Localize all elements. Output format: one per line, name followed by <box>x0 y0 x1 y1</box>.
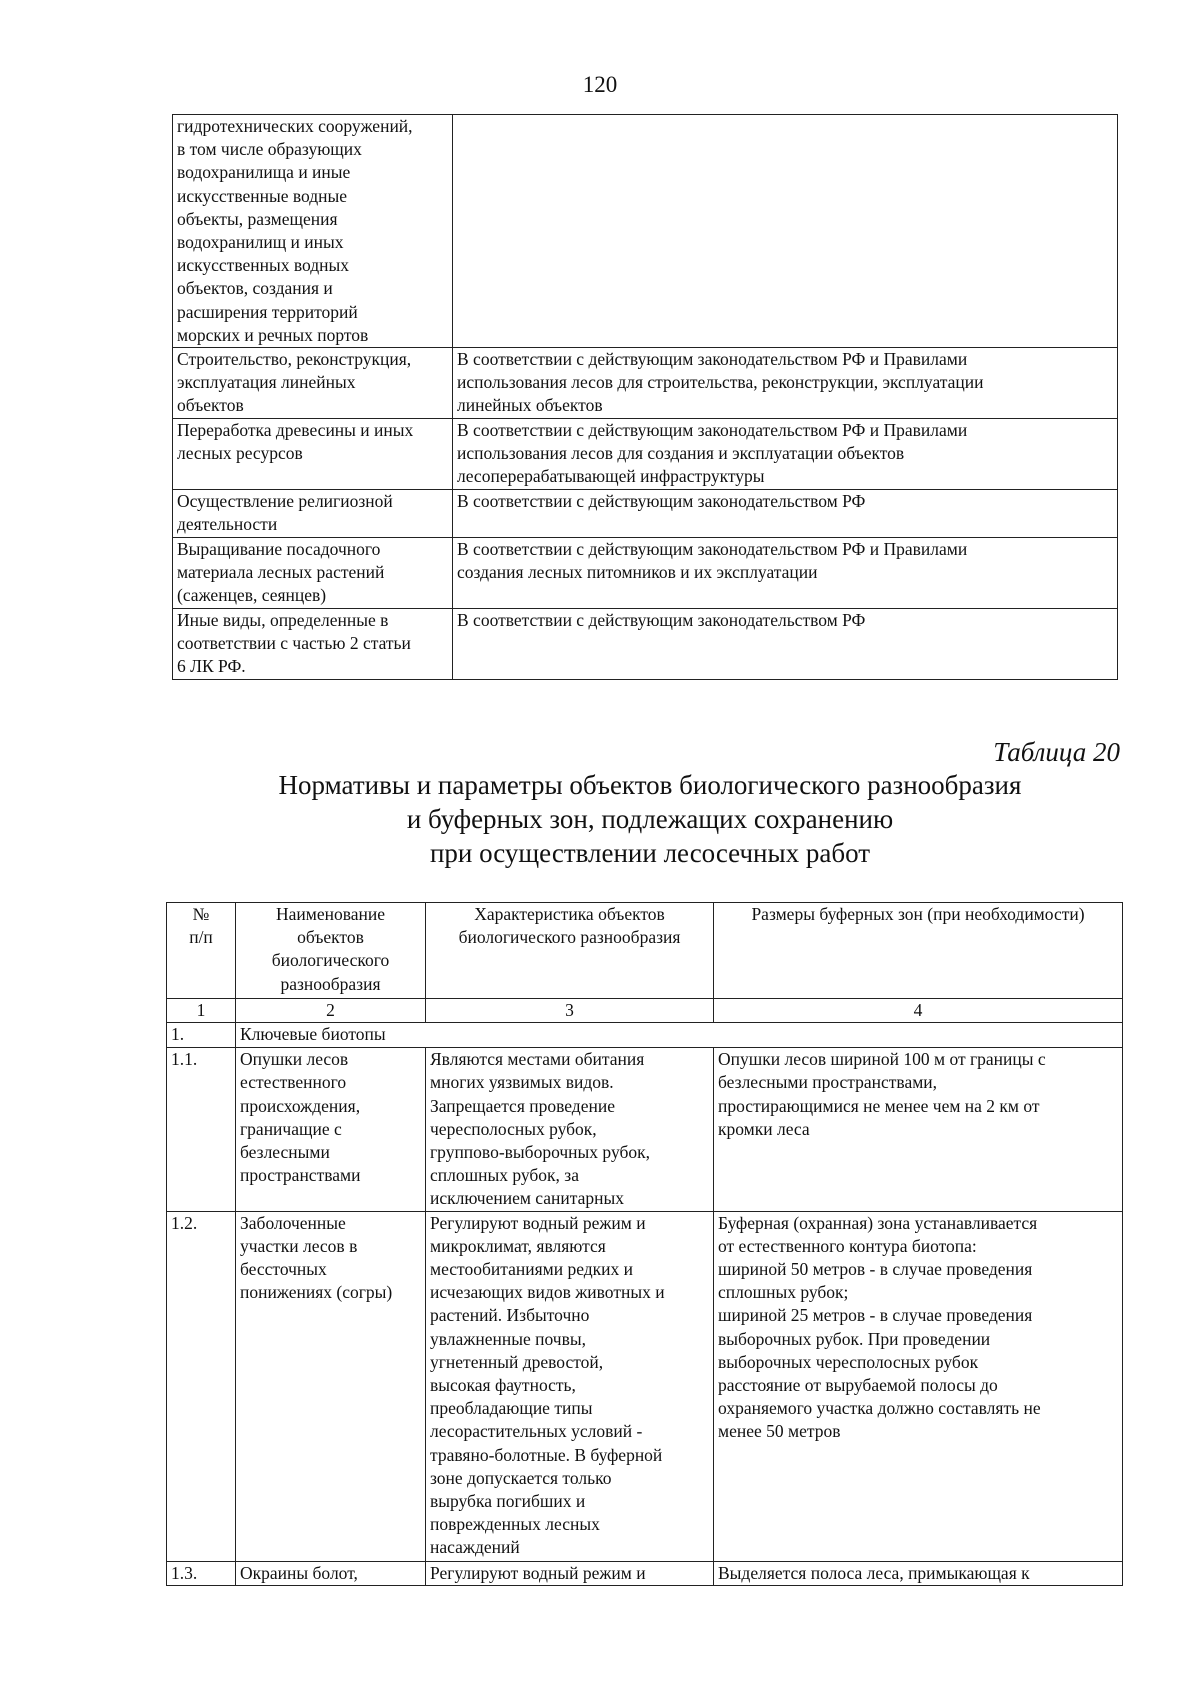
regulation-cell: В соответствии с действующим законодательством РФ и Правилами использования лесов для создания и эксплуатации объектов лесоперерабатывающей инфраструктуры <box>453 419 1118 490</box>
buffer-zone-cell: Выделяется полоса леса, примыкающая к <box>714 1561 1123 1585</box>
characteristic-cell: Регулируют водный режим и микроклимат, являются местообитаниями редких и исчезающих видов животных и растений. Избыточно увлажненные почвы, угнетенный древостой, высокая фаутность, преобладающие типы лесорастительных условий - травяно-болотные. В буферной зоне допускается только вырубка погибших и поврежденных лесных насаждений <box>426 1211 714 1561</box>
header-cell-characteristic: Характеристика объектов биологического разнообразия <box>426 903 714 999</box>
object-name-cell: Окраины болот, <box>236 1561 426 1585</box>
characteristic-cell: Являются местами обитания многих уязвимых видов. Запрещается проведение чересполосных рубок, группово-выборочных рубок, сплошных рубок, за исключением санитарных <box>426 1048 714 1211</box>
activity-cell: гидротехнических сооружений, в том числе образующих водохранилища и иные искусственные водные объекты, размещения водохранилищ и иных искусственных водных объектов, создания и расширения территорий морских и речных портов <box>173 115 453 348</box>
object-name-cell: Заболоченные участки лесов в бессточных понижениях (согры) <box>236 1211 426 1561</box>
column-number: 1 <box>167 999 236 1023</box>
table-title <box>0 768 1200 870</box>
buffer-zone-cell: Опушки лесов шириной 100 м от границы с безлесными пространствами, простирающимися не менее чем на 2 км от кромки леса <box>714 1048 1123 1211</box>
table-row <box>167 1211 1123 1561</box>
header-cell-name: Наименование объектов биологического разнообразия <box>236 903 426 999</box>
characteristic-cell: Регулируют водный режим и <box>426 1561 714 1585</box>
table-row <box>167 1048 1123 1211</box>
regulation-cell: В соответствии с действующим законодательством РФ <box>453 609 1118 680</box>
page-number: 120 <box>582 72 618 97</box>
row-number: 1.3. <box>167 1561 236 1585</box>
table-label: Таблица 20 <box>993 737 1120 767</box>
table-row <box>173 348 1118 419</box>
header-row <box>167 903 1123 999</box>
column-number: 2 <box>236 999 426 1023</box>
table-row <box>173 538 1118 609</box>
activity-cell: Выращивание посадочного материала лесных растений (саженцев, сеянцев) <box>173 538 453 609</box>
header-cell-number: № п/п <box>167 903 236 999</box>
regulation-cell: В соответствии с действующим законодательством РФ <box>453 490 1118 538</box>
table-title-line: и буферных зон, подлежащих сохранению <box>406 804 894 834</box>
table-row <box>173 115 1118 348</box>
buffer-zone-cell: Буферная (охранная) зона устанавливается от естественного контура биотопа: шириной 50 метров - в случае проведения сплошных рубок; шириной 25 метров - в случае проведения выборочных рубок. При проведении выборочных чересполосных рубок расстояние от вырубаемой полосы до охраняемого участка должно составлять не менее 50 метров <box>714 1211 1123 1561</box>
section-number: 1. <box>167 1023 236 1048</box>
table-row <box>173 419 1118 490</box>
activity-cell: Строительство, реконструкция, эксплуатация линейных объектов <box>173 348 453 419</box>
column-number-row <box>167 999 1123 1023</box>
row-number: 1.2. <box>167 1211 236 1561</box>
table-title-line: при осуществлении лесосечных работ <box>429 838 871 868</box>
land-use-table <box>172 114 1118 680</box>
header-cell-buffer: Размеры буферных зон (при необходимости) <box>714 903 1123 999</box>
activity-cell: Переработка древесины и иных лесных ресурсов <box>173 419 453 490</box>
regulation-cell: В соответствии с действующим законодательством РФ и Правилами создания лесных питомников и их эксплуатации <box>453 538 1118 609</box>
section-name: Ключевые биотопы <box>236 1023 1123 1048</box>
row-number: 1.1. <box>167 1048 236 1211</box>
table-title-line: Нормативы и параметры объектов биологического разнообразия <box>278 770 1022 800</box>
column-number: 3 <box>426 999 714 1023</box>
table-row <box>167 1561 1123 1585</box>
regulation-cell <box>453 115 1118 348</box>
biodiversity-table <box>166 902 1123 1586</box>
activity-cell: Осуществление религиозной деятельности <box>173 490 453 538</box>
table-row <box>173 490 1118 538</box>
section-row <box>167 1023 1123 1048</box>
column-number: 4 <box>714 999 1123 1023</box>
table-row <box>173 609 1118 680</box>
object-name-cell: Опушки лесов естественного происхождения, граничащие с безлесными пространствами <box>236 1048 426 1211</box>
regulation-cell: В соответствии с действующим законодательством РФ и Правилами использования лесов для строительства, реконструкции, эксплуатации линейных объектов <box>453 348 1118 419</box>
activity-cell: Иные виды, определенные в соответствии с частью 2 статьи 6 ЛК РФ. <box>173 609 453 680</box>
